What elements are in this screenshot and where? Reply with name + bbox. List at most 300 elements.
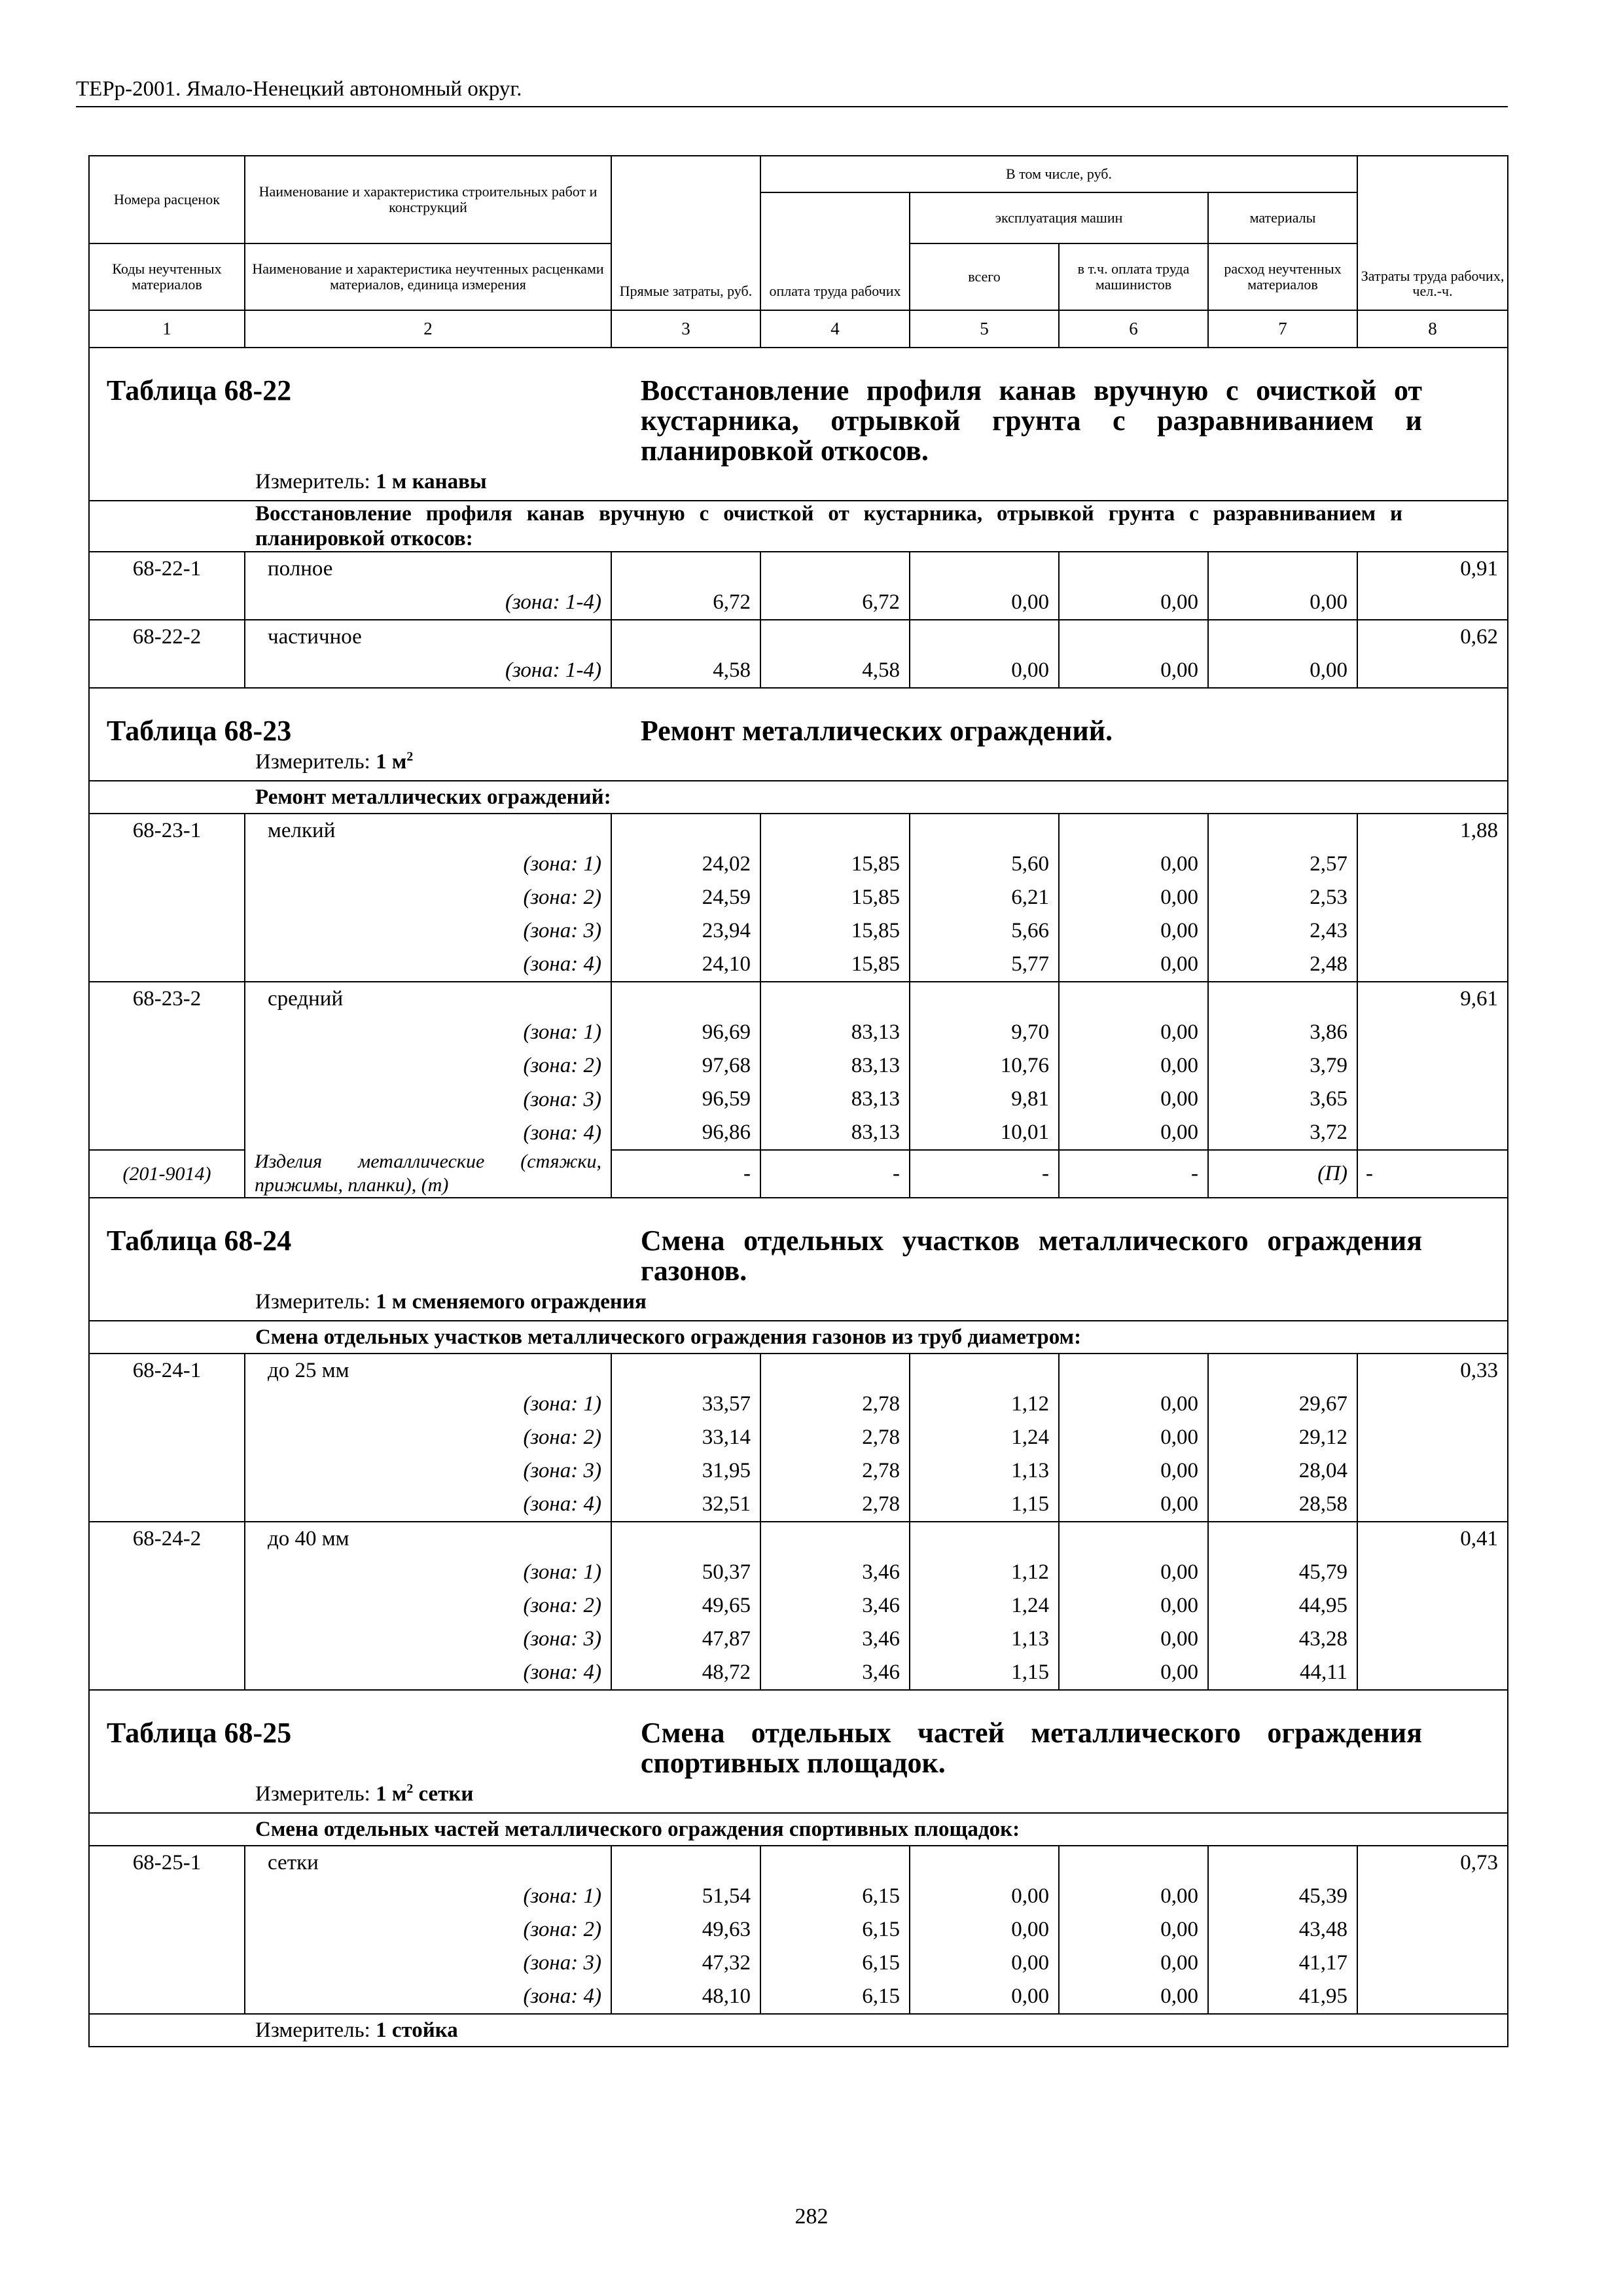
column-number: 6: [1059, 310, 1208, 348]
value-mat: 45,39: [1298, 1884, 1348, 1908]
running-header: ТЕРр-2001. Ямало-Ненецкий автономный округ.: [76, 77, 522, 101]
rate-code: 68-25-1: [89, 1846, 245, 2014]
labor-cost: 0,91: [1357, 552, 1508, 620]
value-mach_wages: 0,00: [1160, 1560, 1198, 1584]
value-wages: 15,85: [851, 852, 900, 876]
value-stack: [612, 982, 760, 1149]
value-mach_wages: 0,00: [1160, 1884, 1198, 1908]
value-mat: 0,00: [1310, 590, 1348, 614]
column-number: 2: [245, 310, 611, 348]
value-direct: 96,86: [702, 1121, 751, 1144]
value-stack: [910, 814, 1058, 981]
value-mat: 43,28: [1298, 1627, 1348, 1651]
value-stack: [1060, 814, 1207, 981]
value-column-mat: [1208, 552, 1357, 620]
labor-cost: 1,88: [1357, 814, 1508, 982]
material-mach_wages: -: [1059, 1150, 1208, 1198]
header-col2-bottom: Наименование и характеристика неучтенных расценками материалов, единица измерения: [245, 243, 611, 310]
value-stack: [1209, 814, 1357, 981]
meter-sup: 2: [406, 749, 414, 764]
item-row: [89, 552, 1508, 586]
value-mach: 10,76: [1000, 1054, 1049, 1077]
meter-value: [376, 1290, 647, 1314]
value-mach_wages: 0,00: [1160, 1660, 1198, 1684]
value-stack: [910, 1846, 1058, 2013]
value-direct: 33,14: [702, 1426, 751, 1449]
common-title: Смена отдельных частей металлического ограждения спортивных площадок:: [89, 1813, 1508, 1846]
value-mat: 2,48: [1310, 952, 1348, 976]
section-heading: [89, 348, 1508, 501]
zone-label: (зона: 4): [245, 1656, 611, 1690]
material-mat: (П): [1208, 1150, 1357, 1198]
value-mach: 1,24: [1011, 1426, 1049, 1449]
value-stack: [910, 1354, 1058, 1521]
rate-code: 68-24-1: [89, 1354, 245, 1522]
labor-cost: 0,62: [1357, 620, 1508, 688]
value-column-mach_wages: [1059, 982, 1208, 1150]
meter-unit: 1 м сменяемого ограждения: [376, 1290, 647, 1314]
section-head: [90, 716, 1507, 746]
meter-unit: 1 м: [376, 750, 407, 774]
value-mach_wages: 0,00: [1160, 952, 1198, 976]
value-mach: 1,12: [1011, 1560, 1049, 1584]
value-mat: 44,95: [1298, 1594, 1348, 1617]
item-name: мелкий: [245, 814, 611, 848]
zone-label: (зона: 4): [245, 1980, 611, 2014]
value-wages: 2,78: [862, 1392, 900, 1416]
meter-value: [376, 1782, 473, 1806]
value-column-wages: [760, 1354, 910, 1522]
footer-meter-row: [89, 2014, 1508, 2047]
value-mat: 43,48: [1298, 1918, 1348, 1941]
section-heading-row: [89, 688, 1508, 781]
value-mach_wages: 0,00: [1160, 1020, 1198, 1044]
value-mat: 28,58: [1298, 1492, 1348, 1516]
table-title: Смена отдельных частей металлического ограждения спортивных площадок.: [640, 1717, 1423, 1779]
value-mach_wages: 0,00: [1160, 1054, 1198, 1077]
meter-label: Измеритель:: [255, 470, 370, 493]
zone-label: (зона: 1-4): [245, 654, 611, 688]
value-wages: 3,46: [862, 1627, 900, 1651]
value-mach: 1,13: [1011, 1459, 1049, 1482]
value-wages: 3,46: [862, 1560, 900, 1584]
page-number: 282: [794, 2204, 829, 2229]
item-row: [89, 1522, 1508, 1556]
column-number: 8: [1357, 310, 1508, 348]
table-title: Ремонт металлических ограждений.: [640, 715, 1113, 747]
value-column-direct: [611, 982, 760, 1150]
zone-label: (зона: 2): [245, 881, 611, 914]
header-col5: всего: [910, 243, 1059, 310]
header-col1-bottom: Коды неучтенных материалов: [89, 243, 245, 310]
rate-code: 68-22-2: [89, 620, 245, 688]
header-col2-top: Наименование и характеристика строительных работ и конструкций: [245, 156, 611, 243]
value-mach_wages: 0,00: [1160, 1087, 1198, 1111]
value-stack: [1209, 1354, 1357, 1521]
meter: [90, 746, 1507, 778]
value-wages: 3,46: [862, 1594, 900, 1617]
value-wages: 6,15: [862, 1984, 900, 2008]
column-number: 5: [910, 310, 1059, 348]
zone-label: (зона: 2): [245, 1049, 611, 1083]
value-mat: 29,67: [1298, 1392, 1348, 1416]
item-name: полное: [245, 552, 611, 586]
value-mach: 10,01: [1000, 1121, 1049, 1144]
value-column-mach_wages: [1059, 1354, 1208, 1522]
material-direct: -: [611, 1150, 760, 1198]
value-stack: [761, 982, 909, 1149]
value-wages: 2,78: [862, 1492, 900, 1516]
zone-label: (зона: 4): [245, 948, 611, 982]
value-stack: [1209, 1846, 1357, 2013]
item-name: до 40 мм: [245, 1522, 611, 1556]
value-mach: 6,21: [1011, 886, 1049, 909]
value-stack: [910, 982, 1058, 1149]
value-mach_wages: 0,00: [1160, 1951, 1198, 1975]
zone-label: (зона: 3): [245, 914, 611, 948]
value-wages: 6,15: [862, 1884, 900, 1908]
header-col3: Прямые затраты, руб.: [611, 156, 760, 310]
header-col7: расход неучтенных материалов: [1208, 243, 1357, 310]
value-mat: 28,04: [1298, 1459, 1348, 1482]
value-stack: [910, 552, 1058, 619]
table-title: Смена отдельных участков металлического ограждения газонов.: [640, 1225, 1423, 1287]
header-rule: [76, 106, 1508, 107]
column-number: 4: [760, 310, 910, 348]
item-row: [89, 1846, 1508, 1880]
value-mach: 0,00: [1011, 590, 1049, 614]
zone-label: (зона: 4): [245, 1117, 611, 1150]
zone-label: (зона: 2): [245, 1589, 611, 1623]
value-column-wages: [760, 1522, 910, 1690]
item-row: [89, 814, 1508, 848]
value-mach: 1,12: [1011, 1392, 1049, 1416]
item-name: частичное: [245, 620, 611, 654]
value-column-mat: [1208, 620, 1357, 688]
value-direct: 50,37: [702, 1560, 751, 1584]
value-wages: 83,13: [851, 1054, 900, 1077]
table-label: Таблица 68-22: [107, 374, 292, 406]
value-mach: 5,66: [1011, 919, 1049, 942]
value-wages: 83,13: [851, 1087, 900, 1111]
value-direct: 23,94: [702, 919, 751, 942]
header-machines: эксплуатация машин: [910, 192, 1208, 243]
meter-label: Измеритель:: [255, 1290, 370, 1314]
value-mach: 9,70: [1011, 1020, 1049, 1044]
meter: [90, 1286, 1507, 1318]
value-column-mach_wages: [1059, 552, 1208, 620]
meter-value: [376, 750, 413, 774]
value-mat: 41,17: [1298, 1951, 1348, 1975]
value-column-direct: [611, 814, 760, 982]
value-mach: 1,13: [1011, 1627, 1049, 1651]
value-direct: 24,02: [702, 852, 751, 876]
value-mach: 0,00: [1011, 658, 1049, 682]
material-name: Изделия металлические (стяжки, прижимы, планки), (т): [245, 1150, 611, 1198]
value-wages: 6,72: [862, 590, 900, 614]
labor-cost: 0,41: [1357, 1522, 1508, 1690]
value-stack: [1060, 552, 1207, 619]
value-column-direct: [611, 1354, 760, 1522]
value-stack: [910, 1522, 1058, 1689]
value-stack: [1209, 1522, 1357, 1689]
value-column-wages: [760, 982, 910, 1150]
table-title: Восстановление профиля канав вручную с очисткой от кустарника, отрывкой грунта с разравниванием и планировкой откосов.: [640, 374, 1423, 467]
value-mat: 29,12: [1298, 1426, 1348, 1449]
meter-sup: 2: [406, 1782, 414, 1796]
rate-code: 68-24-2: [89, 1522, 245, 1690]
value-column-mat: [1208, 1354, 1357, 1522]
value-direct: 49,65: [702, 1594, 751, 1617]
material-mach: -: [910, 1150, 1059, 1198]
value-stack: [612, 1522, 760, 1689]
value-column-direct: [611, 1846, 760, 2014]
value-mat: 3,65: [1310, 1087, 1348, 1111]
section-head: [90, 1226, 1507, 1286]
labor-cost: 0,73: [1357, 1846, 1508, 2014]
meter-value: 1 стойка: [376, 2018, 458, 2042]
value-stack: [612, 1846, 760, 2013]
value-stack: [761, 1522, 909, 1689]
value-stack: [1060, 982, 1207, 1149]
zone-label: (зона: 3): [245, 1623, 611, 1656]
value-mat: 2,53: [1310, 886, 1348, 909]
value-stack: [761, 620, 909, 687]
value-mat: 44,11: [1300, 1660, 1348, 1684]
value-column-mach: [910, 1354, 1059, 1522]
value-mat: 3,86: [1310, 1020, 1348, 1044]
header-materials: материалы: [1208, 192, 1357, 243]
value-wages: 2,78: [862, 1426, 900, 1449]
common-title-row: [89, 501, 1508, 552]
value-wages: 15,85: [851, 919, 900, 942]
value-mat: 3,79: [1310, 1054, 1348, 1077]
meter-value: [376, 470, 487, 493]
section-heading-row: [89, 1198, 1508, 1321]
value-wages: 6,15: [862, 1918, 900, 1941]
column-number: 1: [89, 310, 245, 348]
value-mach: 0,00: [1011, 1984, 1049, 2008]
value-column-direct: [611, 552, 760, 620]
common-title: Ремонт металлических ограждений:: [89, 781, 1508, 814]
value-column-wages: [760, 814, 910, 982]
value-stack: [1209, 552, 1357, 619]
header-including: В том числе, руб.: [760, 156, 1357, 192]
value-column-mach_wages: [1059, 1522, 1208, 1690]
value-column-mach: [910, 814, 1059, 982]
common-title-row: [89, 1813, 1508, 1846]
value-mach_wages: 0,00: [1160, 1984, 1198, 2008]
value-column-wages: [760, 552, 910, 620]
item-name: средний: [245, 982, 611, 1016]
value-mach_wages: 0,00: [1160, 1627, 1198, 1651]
value-stack: [1060, 1354, 1207, 1521]
value-stack: [1209, 982, 1357, 1149]
meter: [90, 466, 1507, 497]
value-mach_wages: 0,00: [1160, 1492, 1198, 1516]
table-label: Таблица 68-25: [107, 1717, 292, 1749]
header-col8: Затраты труда рабочих, чел.-ч.: [1357, 156, 1508, 310]
meter: [90, 1778, 1507, 1810]
common-title: Смена отдельных участков металлического ограждения газонов из труб диаметром:: [89, 1321, 1508, 1354]
value-wages: 4,58: [862, 658, 900, 682]
zone-label: (зона: 1-4): [245, 586, 611, 620]
section-head: [90, 1718, 1507, 1778]
value-direct: 47,87: [702, 1627, 751, 1651]
value-mach: 5,77: [1011, 952, 1049, 976]
value-mat: 41,95: [1298, 1984, 1348, 2008]
value-mach_wages: 0,00: [1160, 658, 1198, 682]
meter-unit: 1 м: [376, 1782, 407, 1806]
value-stack: [1209, 620, 1357, 687]
value-column-mach: [910, 552, 1059, 620]
table-label: Таблица 68-23: [107, 715, 292, 747]
value-column-mat: [1208, 1846, 1357, 2014]
section-heading-row: [89, 1690, 1508, 1813]
section-heading: [89, 1690, 1508, 1813]
value-column-mach: [910, 620, 1059, 688]
value-stack: [761, 1354, 909, 1521]
value-wages: 83,13: [851, 1121, 900, 1144]
value-direct: 48,10: [702, 1984, 751, 2008]
value-mach: 1,15: [1011, 1492, 1049, 1516]
zone-label: (зона: 1): [245, 1388, 611, 1421]
value-stack: [612, 814, 760, 981]
value-column-direct: [611, 620, 760, 688]
header-col1-top: Номера расценок: [89, 156, 245, 243]
value-column-mach_wages: [1059, 620, 1208, 688]
zone-label: (зона: 2): [245, 1421, 611, 1454]
value-direct: 51,54: [702, 1884, 751, 1908]
column-number: 7: [1208, 310, 1357, 348]
meter: [90, 2015, 1507, 2046]
column-number: 3: [611, 310, 760, 348]
value-stack: [761, 814, 909, 981]
table-body: [89, 348, 1508, 2047]
rate-code: 68-22-1: [89, 552, 245, 620]
value-column-wages: [760, 1846, 910, 2014]
section-heading: [89, 688, 1508, 781]
value-direct: 33,57: [702, 1392, 751, 1416]
value-column-mat: [1208, 1522, 1357, 1690]
value-mat: 2,43: [1310, 919, 1348, 942]
value-stack: [1060, 1522, 1207, 1689]
value-mach: 1,15: [1011, 1660, 1049, 1684]
value-stack: [1060, 620, 1207, 687]
value-mach_wages: 0,00: [1160, 886, 1198, 909]
value-mach_wages: 0,00: [1160, 1121, 1198, 1144]
value-column-wages: [760, 620, 910, 688]
zone-label: (зона: 3): [245, 1946, 611, 1980]
value-stack: [761, 1846, 909, 2013]
item-row: [89, 620, 1508, 654]
value-mach_wages: 0,00: [1160, 919, 1198, 942]
value-column-mach: [910, 982, 1059, 1150]
value-column-direct: [611, 1522, 760, 1690]
value-direct: 31,95: [702, 1459, 751, 1482]
value-direct: 47,32: [702, 1951, 751, 1975]
zone-label: (зона: 1): [245, 1556, 611, 1589]
meter-unit: 1 м канавы: [376, 470, 487, 493]
material-row: [89, 1150, 1508, 1198]
value-mach: 1,24: [1011, 1594, 1049, 1617]
value-wages: 6,15: [862, 1951, 900, 1975]
header-col4: оплата труда рабочих: [760, 192, 910, 310]
value-mat: 45,79: [1298, 1560, 1348, 1584]
item-name: до 25 мм: [245, 1354, 611, 1388]
value-column-mach_wages: [1059, 814, 1208, 982]
meter-suffix: сетки: [413, 1782, 474, 1806]
table-header: [89, 156, 1508, 348]
value-stack: [612, 552, 760, 619]
value-direct: 24,10: [702, 952, 751, 976]
value-column-mach_wages: [1059, 1846, 1208, 2014]
value-direct: 49,63: [702, 1918, 751, 1941]
value-direct: 24,59: [702, 886, 751, 909]
labor-cost: 9,61: [1357, 982, 1508, 1150]
zone-label: (зона: 1): [245, 1016, 611, 1049]
meter-label: Измеритель:: [255, 2018, 370, 2042]
common-title-row: [89, 1321, 1508, 1354]
value-mat: 3,72: [1310, 1121, 1348, 1144]
item-row: [89, 982, 1508, 1016]
value-stack: [761, 552, 909, 619]
value-wages: 83,13: [851, 1020, 900, 1044]
section-heading-row: [89, 348, 1508, 501]
value-mach_wages: 0,00: [1160, 1594, 1198, 1617]
meter-label: Измеритель:: [255, 750, 370, 774]
value-column-mach: [910, 1522, 1059, 1690]
value-mach_wages: 0,00: [1160, 1459, 1198, 1482]
value-wages: 2,78: [862, 1459, 900, 1482]
value-wages: 15,85: [851, 952, 900, 976]
value-mat: 2,57: [1310, 852, 1348, 876]
value-mach_wages: 0,00: [1160, 1918, 1198, 1941]
value-mach: 9,81: [1011, 1087, 1049, 1111]
value-mach: 0,00: [1011, 1918, 1049, 1941]
value-column-mach: [910, 1846, 1059, 2014]
value-stack: [612, 1354, 760, 1521]
value-direct: 97,68: [702, 1054, 751, 1077]
item-name: сетки: [245, 1846, 611, 1880]
zone-label: (зона: 3): [245, 1454, 611, 1488]
value-stack: [1060, 1846, 1207, 2013]
price-table: [88, 155, 1508, 2047]
zone-label: (зона: 2): [245, 1913, 611, 1946]
value-stack: [612, 620, 760, 687]
header-col6: в т.ч. оплата труда машинистов: [1059, 243, 1208, 310]
rate-code: 68-23-1: [89, 814, 245, 982]
zone-label: (зона: 3): [245, 1083, 611, 1117]
material-labor: -: [1357, 1150, 1508, 1198]
value-mach_wages: 0,00: [1160, 590, 1198, 614]
value-wages: 3,46: [862, 1660, 900, 1684]
value-direct: 96,59: [702, 1087, 751, 1111]
value-column-mat: [1208, 814, 1357, 982]
value-mach: 0,00: [1011, 1951, 1049, 1975]
value-mach_wages: 0,00: [1160, 852, 1198, 876]
common-title-row: [89, 781, 1508, 814]
table-label: Таблица 68-24: [107, 1225, 292, 1257]
labor-cost: 0,33: [1357, 1354, 1508, 1522]
value-wages: 15,85: [851, 886, 900, 909]
zone-label: (зона: 1): [245, 848, 611, 881]
item-row: [89, 1354, 1508, 1388]
zone-label: (зона: 4): [245, 1488, 611, 1522]
rate-code: 68-23-2: [89, 982, 245, 1150]
section-head: [90, 376, 1507, 466]
value-direct: 96,69: [702, 1020, 751, 1044]
